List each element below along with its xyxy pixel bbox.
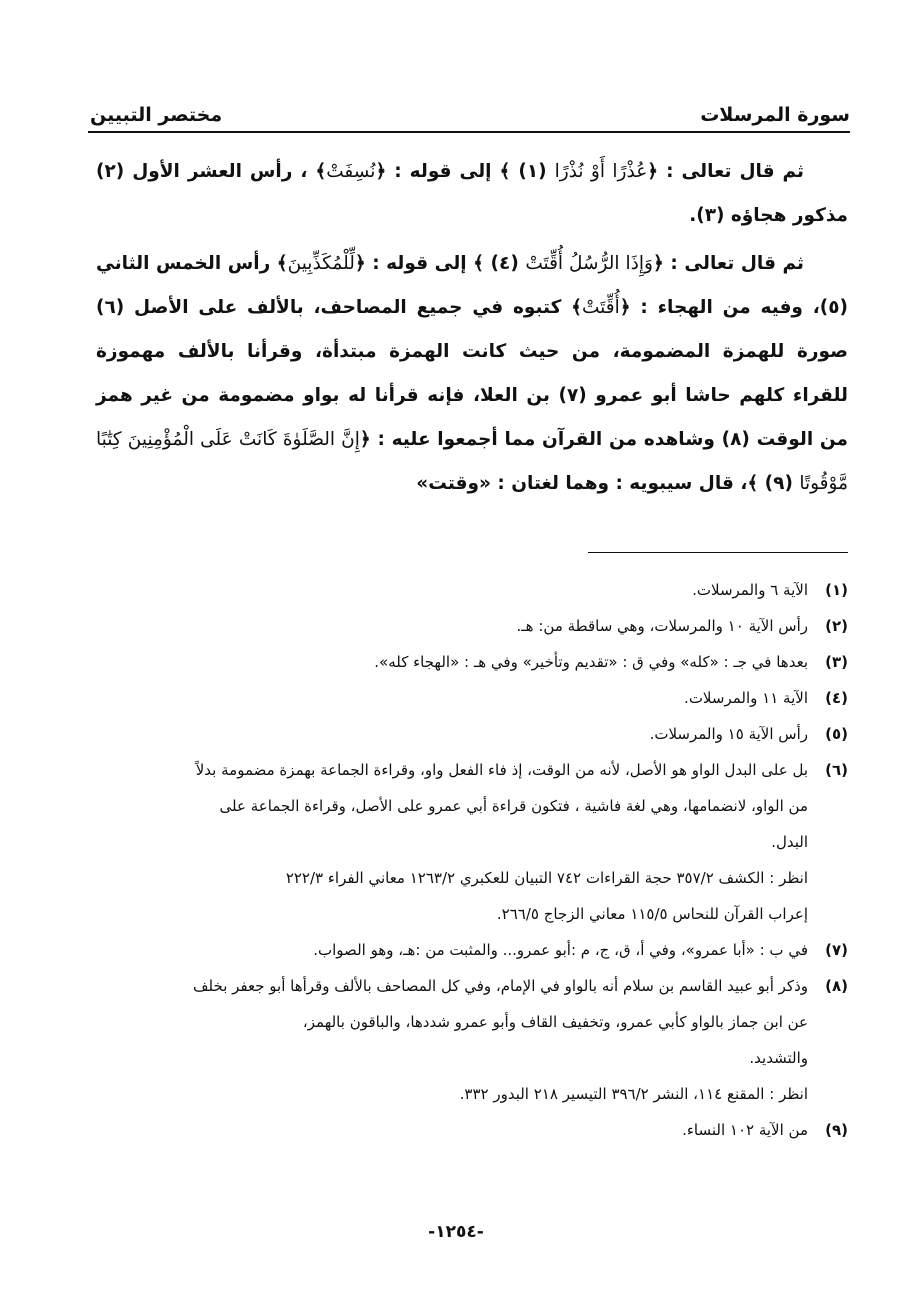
footnote-line: وذكر أبو عبيد القاسم بن سلام أنه بالواو في الإمام، وفي كل المصاحف بالألف وقرأها أبو جعفر بخلف xyxy=(193,977,808,995)
text-run: ﴾ رأس الخمس الثاني (٥)، وفيه من الهجاء : ﴿ xyxy=(96,253,848,318)
footnote-text xyxy=(92,968,808,1112)
text-run: ثم قال تعالى : ﴿ xyxy=(652,253,804,274)
running-header xyxy=(90,82,850,126)
quran-verse: عُذْرًا أَوْ نُذْرًا xyxy=(554,161,648,182)
footnote-text xyxy=(92,644,808,680)
footnote-number: (١) xyxy=(825,581,848,599)
footnote-line: الآية ٦ والمرسلات. xyxy=(692,581,808,599)
footnote-line: في ب : «أبا عمرو»، وفي أ، ق، ج، م :أبو عمرو... والمثبت من :هـ، وهو الصواب. xyxy=(313,941,808,959)
footnote-text xyxy=(92,752,808,932)
footnote xyxy=(92,968,848,1112)
footnote xyxy=(92,644,848,680)
footnote-text xyxy=(92,680,808,716)
footnote-number: (٩) xyxy=(825,1121,848,1139)
footnote-line: البدل. xyxy=(771,833,808,851)
footnote-number: (٦) xyxy=(825,761,848,779)
footnote-line: عن ابن جماز بالواو كأبي عمرو، وتخفيف القاف وأبو عمرو شددها، والباقون بالهمز، xyxy=(302,1013,808,1031)
footnote xyxy=(92,680,848,716)
footnotes xyxy=(92,572,848,1148)
footnote-line: إعراب القرآن للنحاس ١١٥/٥ معاني الزجاج ٢٦٦/٥. xyxy=(496,905,808,923)
note-ref: (١) xyxy=(510,161,555,182)
footnote-line: رأس الآية ١٥ والمرسلات. xyxy=(649,725,808,743)
footnote-line: الآية ١١ والمرسلات. xyxy=(684,689,808,707)
footnote-line: بل على البدل الواو هو الأصل، لأنه من الوقت، إذ فاء الفعل واو، وقراءة الجماعة بهمزة مضمومة بدلاً xyxy=(195,761,808,779)
footnote-text xyxy=(92,1112,808,1148)
footnote-line: انظر : الكشف ٣٥٧/٢ حجة القراءات ٧٤٢ التبيان للعكبري ١٢٦٣/٢ معاني الفراء ٢٢٢/٣ xyxy=(285,869,808,887)
page-number: -١٢٥٤- xyxy=(428,1222,484,1242)
quran-verse: وَإِذَا الرُّسُلُ أُقِّتَتْ xyxy=(525,253,653,274)
footnote xyxy=(92,1112,848,1148)
footnote-number: (٣) xyxy=(825,653,848,671)
footnote-line: من الآية ١٠٢ النساء. xyxy=(682,1121,808,1139)
header-rule xyxy=(88,131,850,133)
text-run: ﴾ إلى قوله : ﴿ xyxy=(354,253,484,274)
text-run: ﴾، قال سيبويه : وهما لغتان : «وقتت» xyxy=(416,473,759,494)
footnote-number: (٤) xyxy=(825,689,848,707)
text-run: ﴾ ، رأس العشر الأول (٢) مذكور هجاؤه (٣). xyxy=(96,161,848,226)
text-run: ﴾ إلى قوله : ﴿ xyxy=(375,161,511,182)
footnote-number: (٢) xyxy=(825,617,848,635)
note-ref: (٩) xyxy=(758,473,800,494)
footnote-number: (٥) xyxy=(825,725,848,743)
footnote xyxy=(92,752,848,932)
footnote-number: (٧) xyxy=(825,941,848,959)
footnote-text xyxy=(92,608,808,644)
footnote xyxy=(92,716,848,752)
text-run: ﴾ كتبوه في جميع المصاحف، بالألف على الأصل (٦) صورة للهمزة المضمومة، من حيث كانت الهمزة مبتدأة، وقرأنا بالألف مهموزة للقراء كلهم حاشا أبو عمرو (٧) بن العلا، فإنه قرأنا له بواو مضمومة من غير همز من الوقت (٨) وشاهده من القرآن مما أجمعوا عليه : ﴿ xyxy=(96,297,849,450)
surah-title: سورة المرسلات xyxy=(700,104,850,126)
quran-verse: لِّلْمُكَذِّبِينَ xyxy=(287,253,355,274)
footnote xyxy=(92,932,848,968)
footnote-line: رأس الآية ١٠ والمرسلات، وهي ساقطة من: هـ. xyxy=(516,617,808,635)
quran-verse: أُقِّتَتْ xyxy=(582,297,620,318)
footnote xyxy=(92,572,848,608)
footnote-number: (٨) xyxy=(825,977,848,995)
main-text xyxy=(96,150,848,510)
footnote-line: من الواو، لانضمامها، وهي لغة فاشية ، فتكون قراءة أبي عمرو على الأصل، وقراءة الجماعة على xyxy=(219,797,808,815)
footnote-text xyxy=(92,572,808,608)
text-run: ثم قال تعالى : ﴿ xyxy=(647,161,804,182)
footnote-line: بعدها في جـ : «كله» وفي ق : «تقديم وتأخير» وفي هـ : «الهجاء كله». xyxy=(374,653,808,671)
book-title: مختصر التبيين xyxy=(90,104,223,126)
footnote-text xyxy=(92,932,808,968)
footnote xyxy=(92,608,848,644)
quran-verse: إِنَّ الصَّلَوٰةَ كَانَتْ عَلَى الْمُؤْمِنِينَ كِتَٰبًا مَّوْقُوتًا xyxy=(96,429,848,494)
footnote-line: والتشديد. xyxy=(749,1049,808,1067)
note-ref: (٤) xyxy=(484,253,526,274)
footnote-separator xyxy=(588,552,848,553)
quran-verse: نُسِفَتْ xyxy=(326,161,376,182)
footnote-line: انظر : المقنع ١١٤، النشر ٣٩٦/٢ التيسير ٢١٨ البدور ٣٣٢. xyxy=(459,1085,808,1103)
footnote-text xyxy=(92,716,808,752)
paragraph-1 xyxy=(96,150,848,238)
paragraph-2 xyxy=(96,242,848,506)
